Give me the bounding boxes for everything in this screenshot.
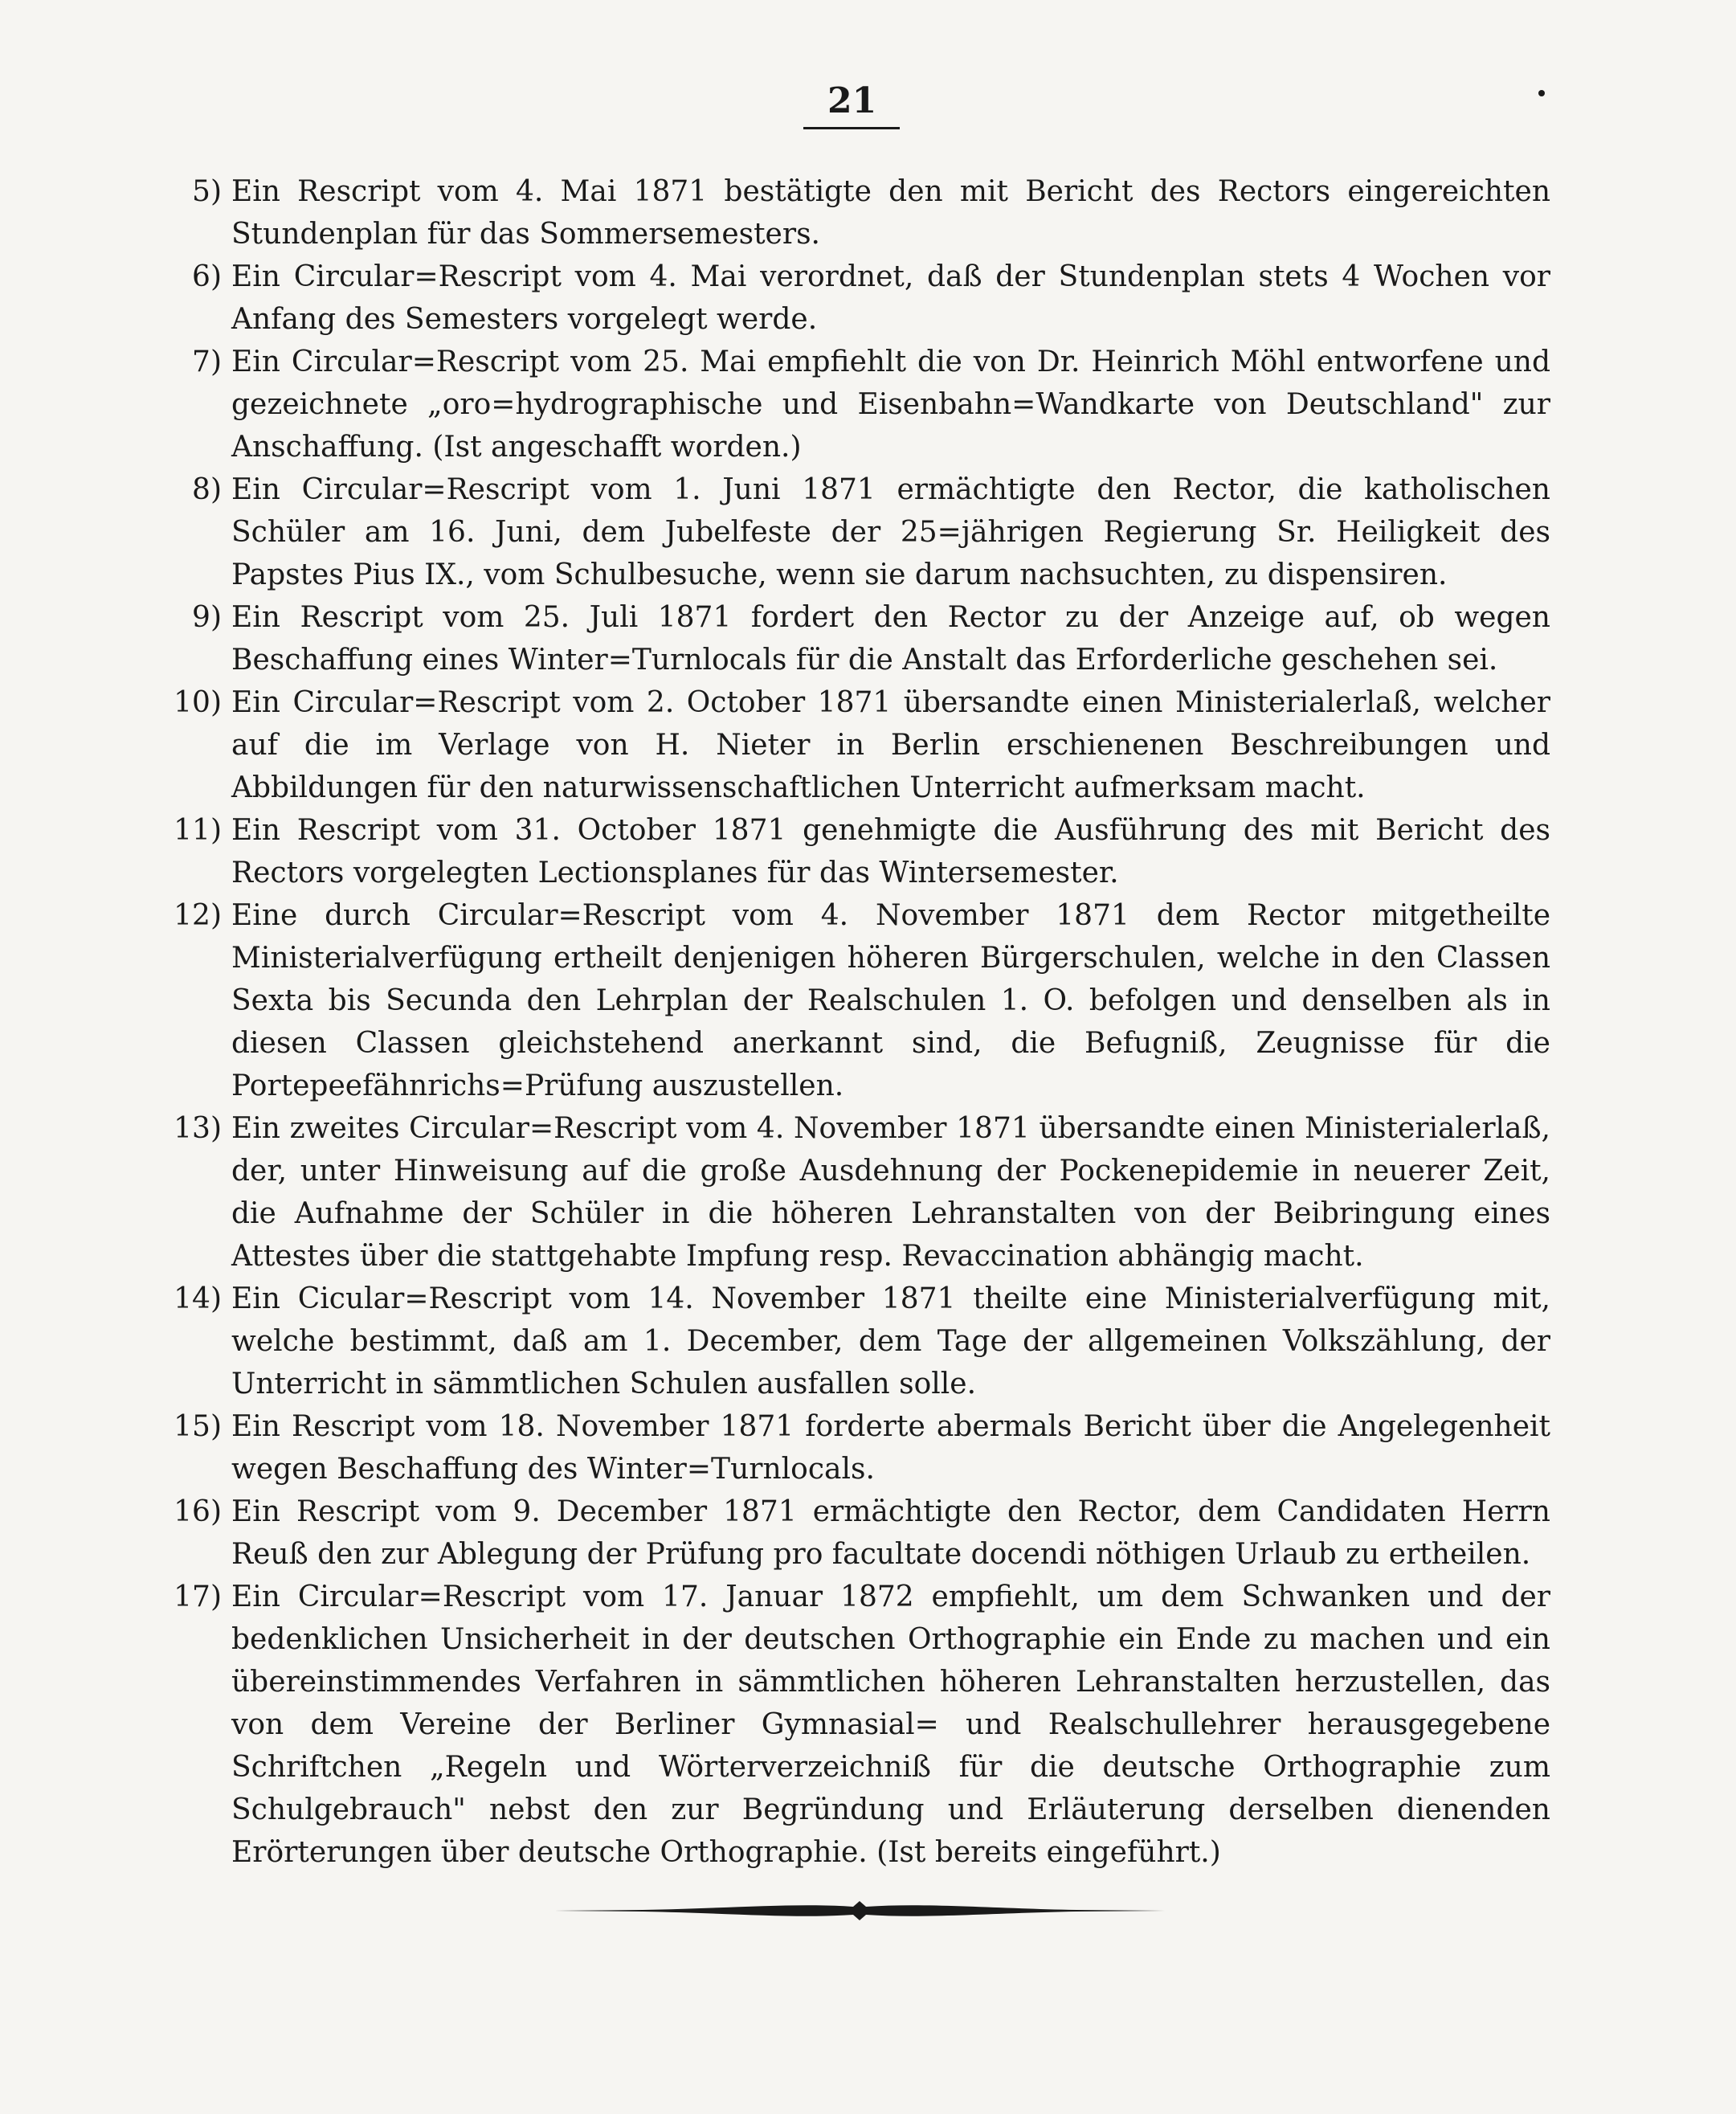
item-number: 8)	[192, 473, 222, 506]
item-text: Ein zweites Circular=Rescript vom 4. November 1871 übersandte einen Ministerialerlaß, der, unter Hinweisung auf die große Ausdehnung der Pockenepidemie in neuerer Zeit, die Aufnahme der Schüler in die höheren Lehranstalten von der Beibringung eines Attestes über die stattgehabte Impfung resp. Revaccination abhängig macht.	[231, 1112, 1550, 1273]
list-item	[161, 341, 1550, 468]
list-item	[161, 1278, 1550, 1405]
item-text: Ein Circular=Rescript vom 4. Mai verordnet, daß der Stundenplan stets 4 Wochen vor Anfang des Semesters vorgelegt werde.	[231, 260, 1550, 336]
list-item	[161, 1490, 1550, 1576]
item-text: Ein Rescript vom 25. Juli 1871 fordert den Rector zu der Anzeige auf, ob wegen Beschaffung eines Winter=Turnlocals für die Anstalt das Erforderliche geschehen sei.	[231, 601, 1550, 677]
item-number: 5)	[192, 175, 222, 208]
list-item	[161, 596, 1550, 681]
list-item	[161, 256, 1550, 341]
item-number: 16)	[174, 1495, 222, 1528]
item-number: 12)	[174, 899, 222, 932]
item-text: Ein Circular=Rescript vom 2. October 1871 übersandte einen Ministerialerlaß, welcher auf die im Verlage von H. Nieter in Berlin erschienenen Beschreibungen und Abbildungen für den naturwissenschaftlichen Unterricht aufmerksam macht.	[231, 686, 1550, 804]
ornamental-rule	[554, 1895, 1165, 1927]
list-item	[161, 1107, 1550, 1278]
item-text: Ein Rescript vom 18. November 1871 forderte abermals Bericht über die Angelegenheit wegen Beschaffung des Winter=Turnlocals.	[231, 1410, 1550, 1486]
list-item	[161, 1405, 1550, 1490]
item-number: 13)	[174, 1112, 222, 1145]
page-number-rule	[803, 127, 900, 129]
list-item	[161, 894, 1550, 1107]
item-number: 6)	[192, 260, 222, 293]
item-text: Ein Circular=Rescript vom 17. Januar 1872 empfiehlt, um dem Schwanken und der bedenklichen Unsicherheit in der deutschen Orthographie ein Ende zu machen und ein übereinstimmendes Verfahren in sämmtlichen höheren Lehranstalten herzustellen, das von dem Vereine der Berliner Gymnasial= und Realschullehrer herausgegebene Schriftchen „Regeln und Wörterverzeichniß für die deutsche Orthographie zum Schulgebrauch" nebst den zur Begründung und Erläuterung derselben dienenden Erörterungen über deutsche Orthographie. (Ist bereits eingeführt.)	[231, 1580, 1550, 1869]
list-item	[161, 1576, 1550, 1874]
item-number: 11)	[174, 814, 222, 847]
list-item	[161, 681, 1550, 809]
item-text: Eine durch Circular=Rescript vom 4. November 1871 dem Rector mitgetheilte Ministerialverfügung ertheilt denjenigen höheren Bürgerschulen, welche in den Classen Sexta bis Secunda den Lehrplan der Realschulen 1. O. befolgen und denselben als in diesen Classen gleichstehend anerkannt sind, die Befugniß, Zeugnisse für die Portepeefähnrichs=Prüfung auszustellen.	[231, 899, 1550, 1102]
item-text: Ein Rescript vom 9. December 1871 ermächtigte den Rector, dem Candidaten Herrn Reuß den zur Ablegung der Prüfung pro facultate docendi nöthigen Urlaub zu ertheilen.	[231, 1495, 1550, 1571]
rescript-list	[161, 170, 1550, 1874]
list-item	[161, 809, 1550, 894]
item-text: Ein Cicular=Rescript vom 14. November 1871 theilte eine Ministerialverfügung mit, welche bestimmt, daß am 1. December, dem Tage der allgemeinen Volkszählung, der Unterricht in sämmtlichen Schulen ausfallen solle.	[231, 1282, 1550, 1400]
item-text: Ein Rescript vom 31. October 1871 genehmigte die Ausführung des mit Bericht des Rectors vorgelegten Lectionsplanes für das Wintersemester.	[231, 814, 1550, 889]
item-text: Ein Circular=Rescript vom 1. Juni 1871 ermächtigte den Rector, die katholischen Schüler am 16. Juni, dem Jubelfeste der 25=jährigen Regierung Sr. Heiligkeit des Papstes Pius IX., vom Schulbesuche, wenn sie darum nachsuchten, zu dispensiren.	[231, 473, 1550, 591]
ink-speck	[1538, 90, 1545, 96]
item-number: 7)	[192, 346, 222, 378]
item-text: Ein Circular=Rescript vom 25. Mai empfiehlt die von Dr. Heinrich Möhl entworfene und gezeichnete „oro=hydrographische und Eisenbahn=Wandkarte von Deutschland" zur Anschaffung. (Ist angeschafft worden.)	[231, 346, 1550, 464]
item-number: 14)	[174, 1282, 222, 1315]
page-number: 21	[827, 80, 877, 121]
item-number: 10)	[174, 686, 222, 719]
list-item	[161, 468, 1550, 596]
item-number: 9)	[192, 601, 222, 634]
item-number: 17)	[174, 1580, 222, 1613]
item-number: 15)	[174, 1410, 222, 1443]
item-text: Ein Rescript vom 4. Mai 1871 bestätigte den mit Bericht des Rectors eingereichten Stundenplan für das Sommersemesters.	[231, 175, 1550, 251]
list-item	[161, 170, 1550, 256]
